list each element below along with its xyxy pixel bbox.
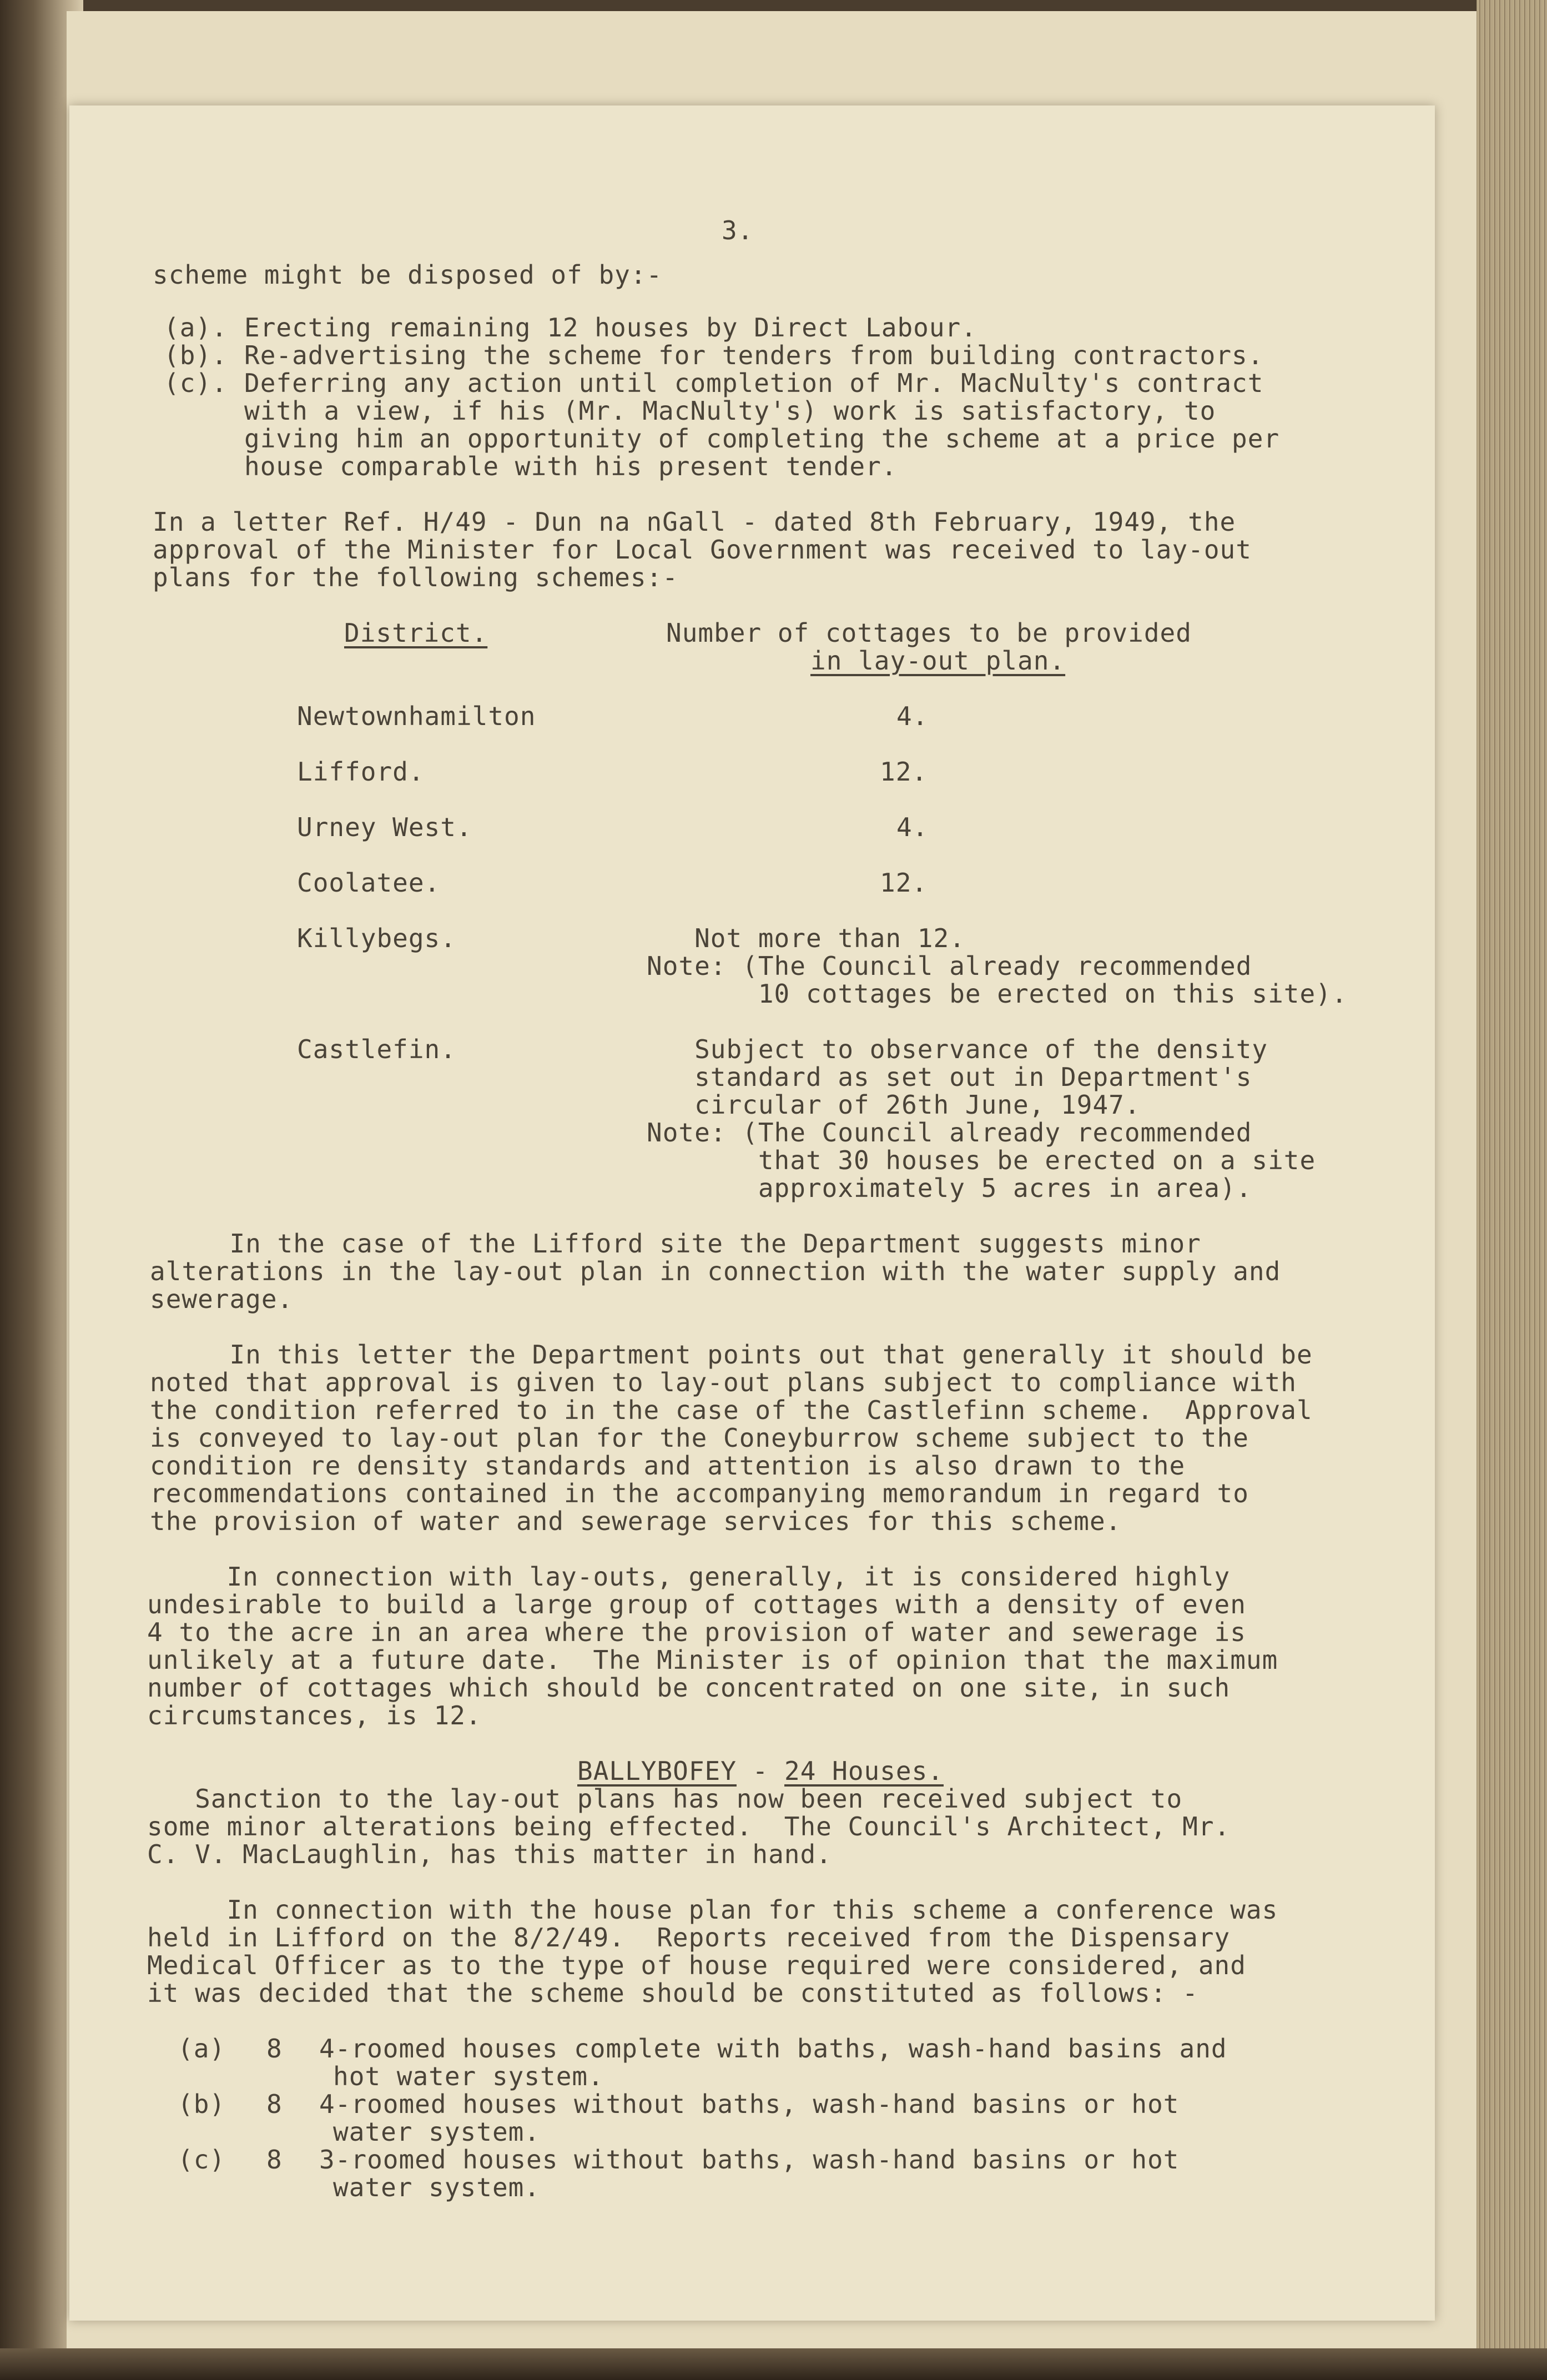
conference-para-line: it was decided that the scheme should be constituted as follows: - bbox=[147, 1978, 1198, 2008]
option-c-line: with a view, if his (Mr. MacNulty's) work is satisfactory, to bbox=[244, 396, 1216, 426]
letter-para-line: In a letter Ref. H/49 - Dun na nGall - dated 8th February, 1949, the bbox=[153, 507, 1236, 537]
section-heading-count: 24 Houses. bbox=[784, 1756, 944, 1786]
layouts-para-line: undesirable to build a large group of cottages with a density of even bbox=[147, 1589, 1246, 1619]
layouts-para-line: unlikely at a future date. The Minister is of opinion that the maximum bbox=[147, 1645, 1278, 1675]
table-row-note-line: that 30 houses be erected on a site bbox=[647, 1145, 1316, 1175]
table-row-note-line: approximately 5 acres in area). bbox=[647, 1173, 1252, 1203]
layouts-para-line: 4 to the acre in an area where the provision of water and sewerage is bbox=[147, 1617, 1246, 1647]
points-para-line: condition re density standards and attention is also drawn to the bbox=[150, 1451, 1186, 1481]
conference-para-line: Medical Officer as to the type of house required were considered, and bbox=[147, 1950, 1246, 1980]
table-row-district: Lifford. bbox=[297, 757, 425, 787]
section-heading-place: BALLYBOFEY bbox=[577, 1756, 737, 1786]
layouts-para-line: In connection with lay-outs, generally, it is considered highly bbox=[147, 1562, 1231, 1592]
option-b-label: (b). bbox=[164, 340, 228, 370]
points-para-line: noted that approval is given to lay-out plans subject to compliance with bbox=[150, 1367, 1297, 1397]
option-c-line: giving him an opportunity of completing the scheme at a price per bbox=[244, 424, 1280, 454]
house-type-label: (a) bbox=[178, 2034, 226, 2064]
table-row-note-line: Subject to observance of the density bbox=[647, 1034, 1268, 1064]
house-type-count: 8 bbox=[266, 2034, 283, 2064]
letter-para-line: approval of the Minister for Local Government was received to lay-out bbox=[153, 535, 1252, 565]
table-row-value: 4. bbox=[896, 701, 929, 731]
table-row-district: Newtownhamilton bbox=[297, 701, 536, 731]
house-type-line: water system. bbox=[333, 2172, 541, 2202]
house-type-count: 8 bbox=[266, 2145, 283, 2175]
house-type-label: (c) bbox=[178, 2145, 226, 2175]
table-row-district: Coolatee. bbox=[297, 868, 441, 898]
lifford-para-line: In the case of the Lifford site the Department suggests minor bbox=[150, 1229, 1201, 1259]
sanction-para-line: Sanction to the lay-out plans has now been received subject to bbox=[147, 1784, 1183, 1814]
table-row-district: Urney West. bbox=[297, 812, 472, 842]
table-header-number: Number of cottages to be provided bbox=[666, 618, 1192, 648]
table-row-value: 12. bbox=[880, 868, 928, 898]
points-para-line: the provision of water and sewerage services for this scheme. bbox=[150, 1506, 1122, 1536]
conference-para-line: In connection with the house plan for this scheme a conference was bbox=[147, 1895, 1278, 1925]
points-para-line: recommendations contained in the accompanying memorandum in regard to bbox=[150, 1478, 1249, 1508]
option-c-line: house comparable with his present tender. bbox=[244, 451, 898, 481]
house-type-count: 8 bbox=[266, 2089, 283, 2119]
points-para-line: the condition referred to in the case of the Castlefinn scheme. Approval bbox=[150, 1395, 1313, 1425]
table-row-value: 4. bbox=[896, 812, 929, 842]
house-type-line: 3-roomed houses without baths, wash-hand basins or hot bbox=[319, 2145, 1180, 2175]
option-a-label: (a). bbox=[164, 313, 228, 343]
table-header-number-line2: in lay-out plan. bbox=[810, 646, 1066, 676]
option-b-text: Re-advertising the scheme for tenders from building contractors. bbox=[244, 340, 1264, 370]
section-heading bbox=[577, 1757, 944, 1785]
section-heading-separator: - bbox=[736, 1756, 785, 1786]
option-a-text: Erecting remaining 12 houses by Direct Labour. bbox=[244, 313, 977, 343]
points-para-line: In this letter the Department points out that generally it should be bbox=[150, 1340, 1313, 1370]
page-edges bbox=[1477, 0, 1547, 2380]
house-type-line: 4-roomed houses complete with baths, wash-hand basins and bbox=[319, 2034, 1227, 2064]
table-row-value: 12. bbox=[880, 757, 928, 787]
table-row-note-line: Note: (The Council already recommended bbox=[647, 1118, 1252, 1148]
house-type-line: 4-roomed houses without baths, wash-hand basins or hot bbox=[319, 2089, 1180, 2119]
house-type-line: water system. bbox=[333, 2117, 541, 2147]
table-row-district: Killybegs. bbox=[297, 923, 456, 953]
table-row-district: Castlefin. bbox=[297, 1034, 456, 1064]
table-row-note-line: circular of 26th June, 1947. bbox=[647, 1090, 1141, 1120]
layouts-para-line: number of cottages which should be concentrated on one site, in such bbox=[147, 1673, 1231, 1703]
points-para-line: is conveyed to lay-out plan for the Coneyburrow scheme subject to the bbox=[150, 1423, 1249, 1453]
option-c-label: (c). bbox=[164, 368, 228, 398]
table-header-district: District. bbox=[344, 618, 488, 648]
option-c-line: Deferring any action until completion of Mr. MacNulty's contract bbox=[244, 368, 1264, 398]
sanction-para-line: C. V. MacLaughlin, has this matter in hand. bbox=[147, 1839, 832, 1869]
book-bottom-edge bbox=[0, 2348, 1547, 2380]
intro-line: scheme might be disposed of by:- bbox=[153, 260, 663, 290]
table-row-note-line: 10 cottages be erected on this site). bbox=[647, 979, 1348, 1009]
sanction-para-line: some minor alterations being effected. The Council's Architect, Mr. bbox=[147, 1812, 1231, 1841]
lifford-para-line: sewerage. bbox=[150, 1284, 294, 1314]
house-type-label: (b) bbox=[178, 2089, 226, 2119]
table-row-note-line: Note: (The Council already recommended bbox=[647, 951, 1252, 981]
house-type-line: hot water system. bbox=[333, 2061, 604, 2091]
table-row-note-line: Not more than 12. bbox=[647, 923, 965, 953]
table-row-note-line: standard as set out in Department's bbox=[647, 1062, 1252, 1092]
lifford-para-line: alterations in the lay-out plan in connection with the water supply and bbox=[150, 1256, 1281, 1286]
letter-para-line: plans for the following schemes:- bbox=[153, 562, 678, 592]
layouts-para-line: circumstances, is 12. bbox=[147, 1700, 482, 1730]
page-number: 3. bbox=[722, 215, 754, 245]
conference-para-line: held in Lifford on the 8/2/49. Reports received from the Dispensary bbox=[147, 1923, 1231, 1953]
